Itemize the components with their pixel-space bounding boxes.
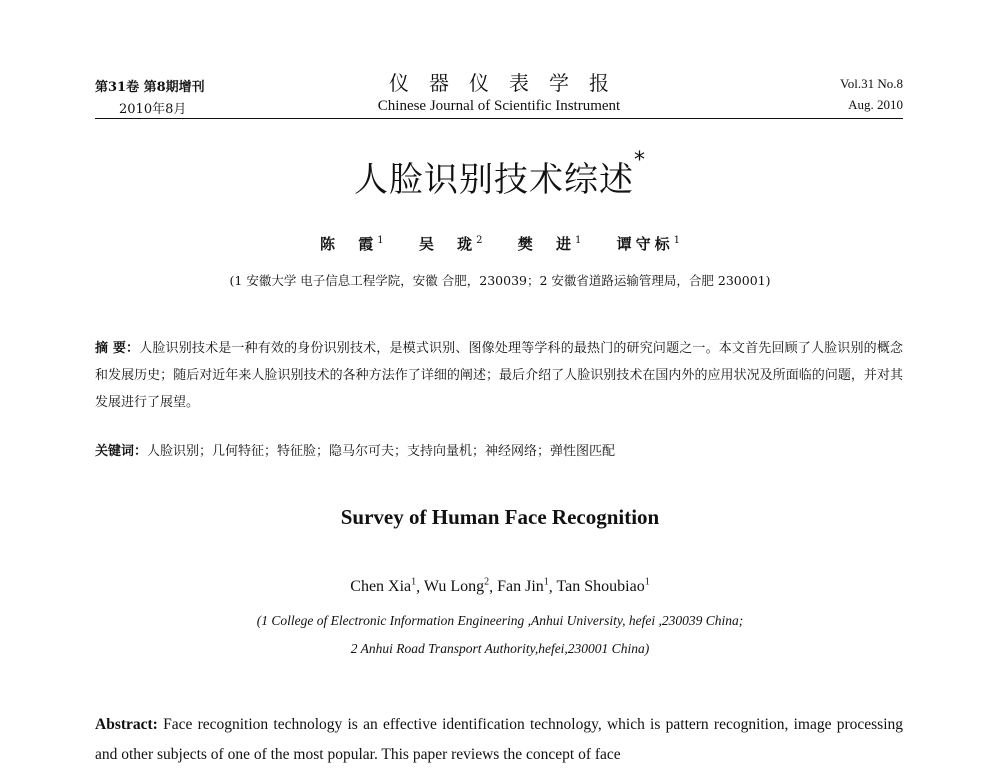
- title-footnote-marker: *: [634, 148, 646, 173]
- header-center: [95, 70, 903, 115]
- paper-title-cn: [0, 148, 1000, 201]
- author-en: Wu Long$^2$: [423, 577, 490, 596]
- abstract-cn: [95, 335, 903, 416]
- vol-no: Vol.31 No.8: [840, 76, 903, 91]
- journal-header: [95, 70, 903, 118]
- affiliation-en-line-2: 2 Anhui Road Transport Authority,hefei,230001 China): [350, 641, 650, 656]
- keywords-cn-label: 关键词：: [95, 444, 148, 459]
- author-cn: 樊 进$^1$: [517, 235, 582, 253]
- affiliation-en-line-1: (1 College of Electronic Information Engineering ,Anhui University, hefei ,230039 China;: [256, 613, 744, 628]
- paper-title-en: Survey of Human Face Recognition: [340, 505, 660, 529]
- header-rule: [95, 118, 903, 119]
- date-en: Aug. 2010: [848, 97, 903, 112]
- author-en: Chen Xia$^1$: [350, 577, 417, 596]
- title-text: 人脸识别技术综述: [354, 160, 634, 200]
- volume-issue: 第31卷 第8期增刊: [95, 80, 205, 95]
- abstract-cn-text: 人脸识别技术是一种有效的身份识别技术，是模式识别、图像处理等学科的最热门的研究问题之一。本文首先回顾了人脸识别的概念和发展历史；随后对近年来人脸识别技术的各种方法作了详细的阐述；最后介绍了人脸识别技术在国内外的应用状况及所面临的问题，并对其发展进行了展望。: [95, 341, 903, 410]
- journal-name-en: Chinese Journal of Scientific Instrument: [377, 98, 621, 114]
- authors-en: Chen Xia$^1$, Wu Long$^2$, Fan Jin$^1$, Tan Shoubiao$^1$: [350, 577, 650, 596]
- affiliation-cn: (1 安徽大学 电子信息工程学院，安徽 合肥，230039；2 安徽省道路运输管理局，合肥 230001): [229, 273, 771, 288]
- author-cn: 陈 霞$^1$: [320, 235, 384, 253]
- journal-name-cn: 仪器仪表学报: [389, 71, 629, 95]
- date-cn: 2010年8月: [119, 102, 187, 117]
- abstract-en-text: Face recognition technology is an effective identification technology, which is pattern recognition, image processing and other subjects of one of the most popular. This paper reviews the concept of face: [95, 716, 903, 763]
- keywords-cn-text: 人脸识别；几何特征；特征脸；隐马尔可夫；支持向量机；神经网络；弹性图匹配: [147, 444, 616, 459]
- keywords-cn: [95, 440, 903, 459]
- author-cn: 谭守标$^1$: [616, 235, 680, 253]
- abstract-en-label: Abstract:: [95, 716, 158, 733]
- authors-cn: [0, 233, 1000, 254]
- abstract-cn-label: 摘 要：: [95, 341, 140, 356]
- author-en: Fan Jin$^1$: [497, 577, 549, 596]
- author-cn: 吴 珑$^2$: [418, 235, 483, 253]
- author-en: Tan Shoubiao$^1$: [556, 577, 650, 596]
- header-right: [840, 76, 903, 113]
- abstract-en: [95, 710, 903, 770]
